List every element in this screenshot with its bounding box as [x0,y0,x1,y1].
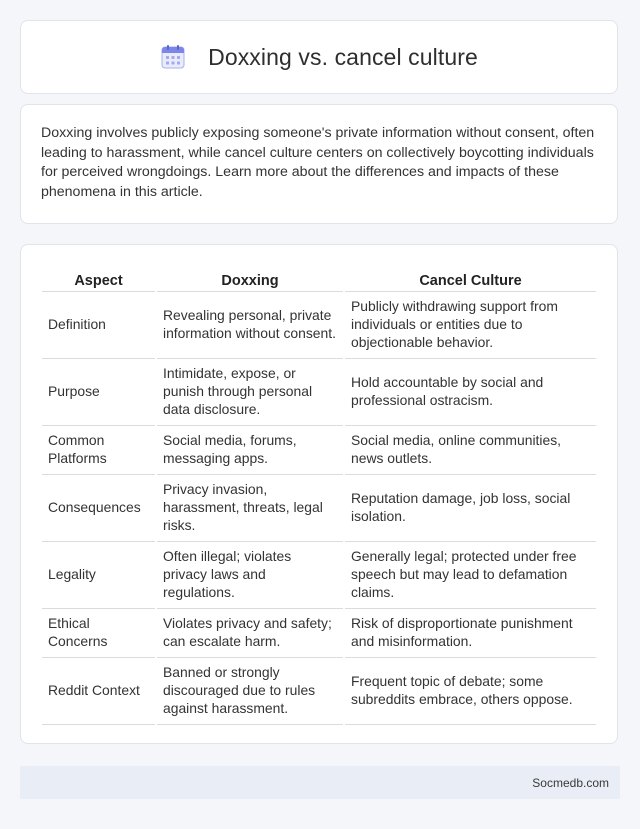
table-row [42,359,596,426]
footer-bar [20,766,620,799]
doxxing-cell: Social media, forums, messaging apps. [157,426,343,475]
table-row [42,609,596,658]
column-header-aspect: Aspect [42,265,155,292]
doxxing-cell: Intimidate, expose, or punish through personal data disclosure. [157,359,343,426]
table-row [42,475,596,542]
doxxing-cell: Violates privacy and safety; can escalate harm. [157,609,343,658]
cancel-culture-cell: Social media, online communities, news outlets. [345,426,596,475]
title-card [20,20,618,94]
cancel-culture-cell: Frequent topic of debate; some subreddits embrace, others oppose. [345,658,596,725]
aspect-cell: Reddit Context [42,658,155,725]
doxxing-cell: Banned or strongly discouraged due to rules against harassment. [157,658,343,725]
doxxing-cell: Revealing personal, private information without consent. [157,292,343,359]
table-row [42,542,596,609]
cancel-culture-cell: Hold accountable by social and professional ostracism. [345,359,596,426]
table-row [42,292,596,359]
column-header-cancel-culture: Cancel Culture [345,265,596,292]
intro-card [20,104,618,224]
aspect-cell: Legality [42,542,155,609]
cancel-culture-cell: Generally legal; protected under free speech but may lead to defamation claims. [345,542,596,609]
cancel-culture-cell: Risk of disproportionate punishment and misinformation. [345,609,596,658]
column-header-doxxing: Doxxing [157,265,343,292]
cancel-culture-cell: Publicly withdrawing support from individuals or entities due to objectionable behavior. [345,292,596,359]
aspect-cell: Consequences [42,475,155,542]
comparison-table [40,265,598,725]
table-row [42,658,596,725]
cancel-culture-cell: Reputation damage, job loss, social isolation. [345,475,596,542]
aspect-cell: Definition [42,292,155,359]
aspect-cell: Purpose [42,359,155,426]
table-header-row [42,265,596,292]
table-row [42,426,596,475]
calendar-icon [160,44,186,70]
comparison-card [20,244,618,744]
intro-paragraph: Doxxing involves publicly exposing someone's private information without consent, often leading to harassment, while cancel culture centers on collectively boycotting individuals for perceived wrongdoings. Learn more about the differences and impacts of these phenomena in this article. [41,125,595,200]
doxxing-cell: Privacy invasion, harassment, threats, legal risks. [157,475,343,542]
aspect-cell: Common Platforms [42,426,155,475]
doxxing-cell: Often illegal; violates privacy laws and regulations. [157,542,343,609]
aspect-cell: Ethical Concerns [42,609,155,658]
footer-site-link[interactable]: Socmedb.com [532,775,609,790]
page-title: Doxxing vs. cancel culture [208,43,478,70]
